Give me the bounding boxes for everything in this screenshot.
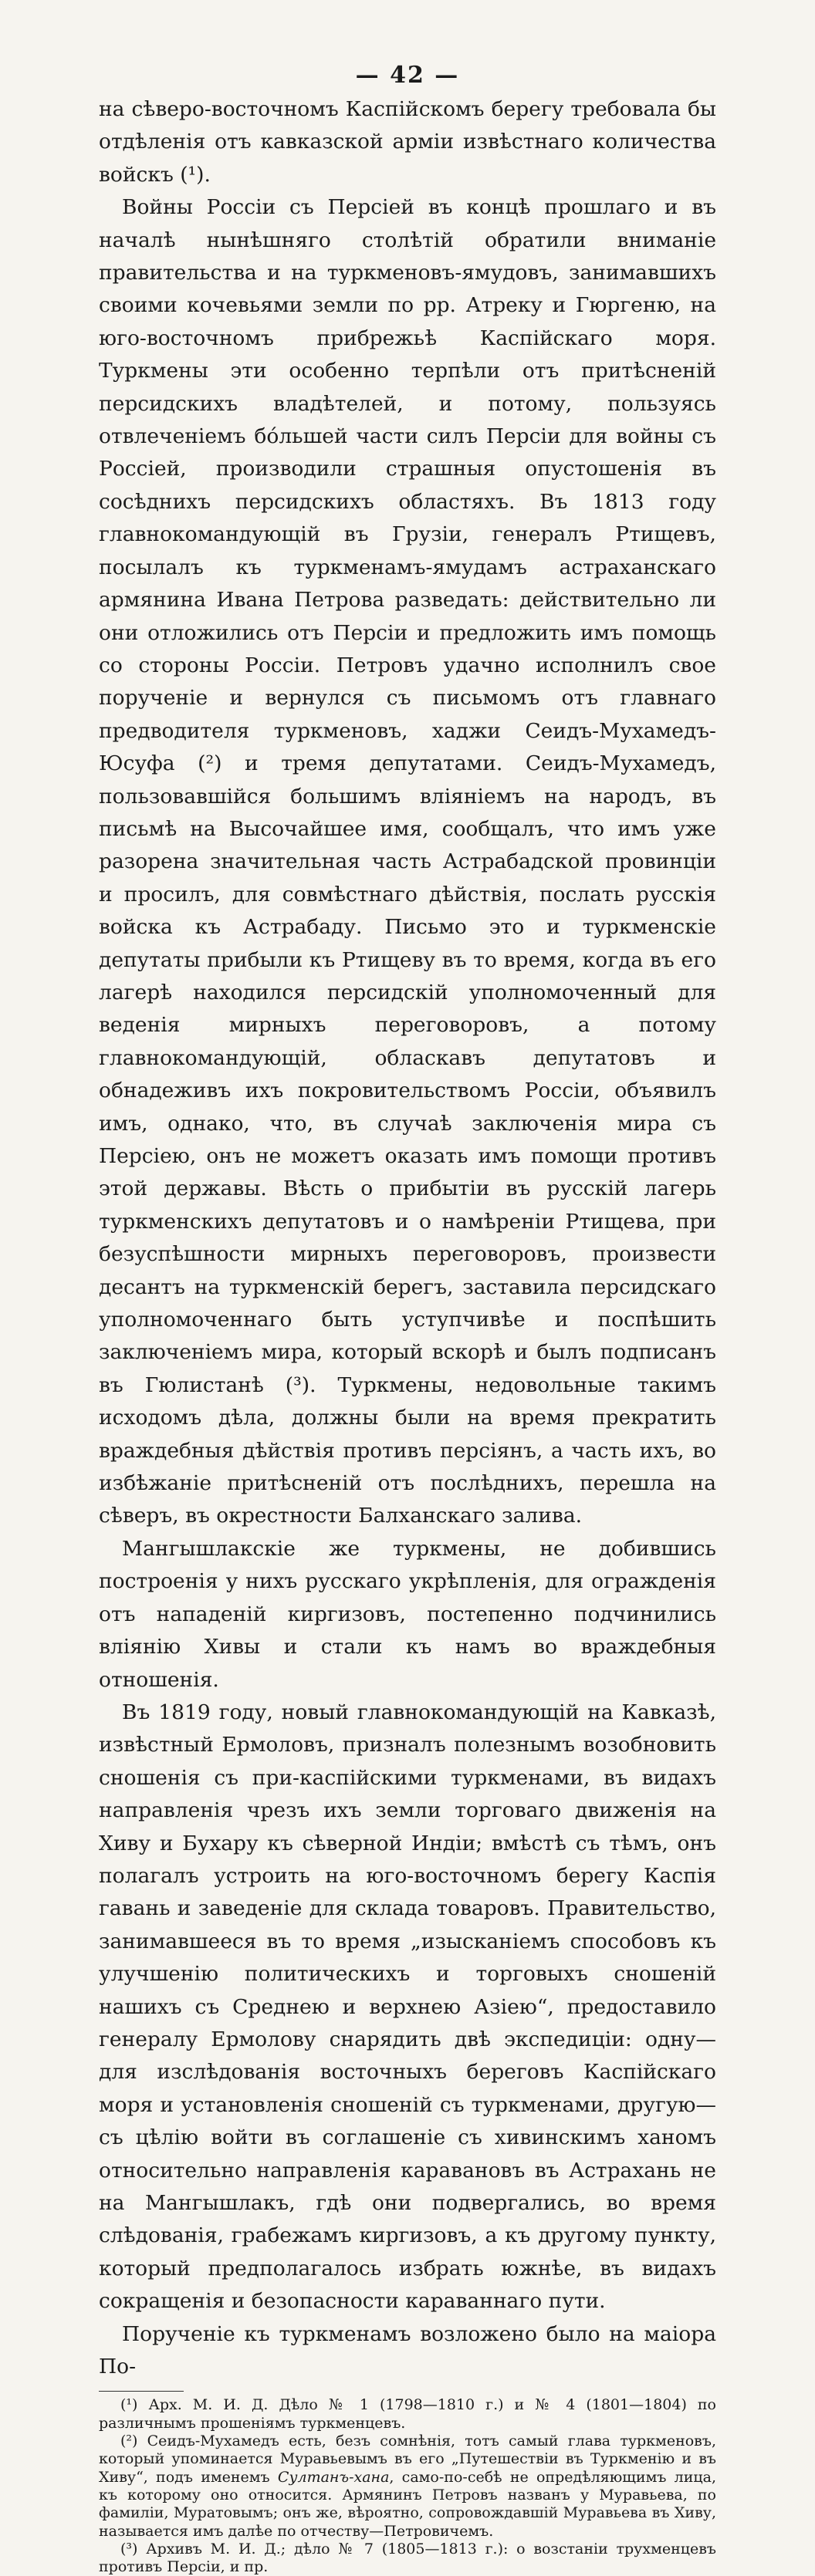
footnotes <box>99 2396 716 2576</box>
paragraph-2: Войны Россіи съ Персіей въ концѣ прошлаго и въ началѣ нынѣшняго столѣтій обратили вниманіе правительства и на туркменовъ-ямудовъ, занимавшихъ своими кочевьями земли по рр. Атреку и Гюргеню, на юго-восточномъ прибрежьѣ Каспійскаго моря. Туркмены эти особенно терпѣли отъ притѣсненій персидскихъ владѣтелей, и потому, пользуясь отвлеченіемъ бóльшей части силъ Персіи для войны съ Россіей, производили страшныя опустошенія въ сосѣднихъ персидскихъ областяхъ. Въ 1813 году главнокомандующій въ Грузіи, генералъ Ртищевъ, посылалъ къ туркменамъ-ямудамъ астраханскаго армянина Ивана Петрова разведать: действительно ли они отложились отъ Персіи и предложить имъ помощь со стороны Россіи. Петровъ удачно исполнилъ свое порученіе и вернулся съ письмомъ отъ главнаго предводителя туркменовъ, хаджи Сеидъ-Мухамедъ-Юсуфа (²) и тремя депутатами. Сеидъ-Мухамедъ, пользовавшійся большимъ вліяніемъ на народъ, въ письмѣ на Высочайшее имя, сообщалъ, что имъ уже разорена значительная часть Астрабадской провинціи и просилъ, для совмѣстнаго дѣйствія, послать русскія войска къ Астрабаду. Письмо это и туркменскіе депутаты прибыли къ Ртищеву въ то время, когда въ его лагерѣ находился персидскій уполномоченный для веденія мирныхъ переговоровъ, а потому главнокомандующій, обласкавъ депутатовъ и обнадеживъ ихъ покровительствомъ Россіи, объявилъ имъ, однако, что, въ случаѣ заключенія мира съ Персіею, онъ не можетъ оказать имъ помощи противъ этой державы. Вѣсть о прибытіи въ русскій лагерь туркменскихъ депутатовъ и о намѣреніи Ртищева, при безуспѣшности мирныхъ переговоровъ, произвести десантъ на туркменскій берегъ, заставила персидскаго уполномоченнаго быть уступчивѣе и поспѣшить заключеніемъ мира, который вскорѣ и былъ подписанъ въ Гюлистанѣ (³). Туркмены, недовольные такимъ исходомъ дѣла, должны были на время прекратить враждебныя дѣйствія противъ персіянъ, а часть ихъ, во избѣжаніе притѣсненій отъ послѣднихъ, перешла на сѣверъ, въ окрестности Балханскаго залива. <box>99 195 716 1528</box>
footnote-divider <box>99 2391 184 2392</box>
footnote-2 <box>99 2433 716 2541</box>
book-page <box>99 62 716 2576</box>
page-number: — 42 — <box>355 62 460 89</box>
paragraph-3: Мангышлакскіе же туркмены, не добившись построенія у нихъ русскаго укрѣпленія, для огражденія отъ нападеній киргизовъ, постепенно подчинились вліянію Хивы и стали къ намъ во враждебныя отношенія. <box>99 1536 716 1692</box>
footnote-1: (¹) Арх. М. И. Д. Дѣло № 1 (1798—1810 г.) и № 4 (1801—1804) по различнымъ прошеніямъ туркменцевъ. <box>99 2396 716 2432</box>
main-text <box>99 93 716 2383</box>
footnote-2-text-a: (²) Сеидъ-Мухамедъ есть, безъ сомнѣнія, тотъ самый глава туркменовъ, который упоминается Муравьевымъ въ его „Путешествіи въ Туркменію и въ Хиву“, подъ именемъ <box>99 2433 716 2486</box>
footnote-3: (³) Архивъ М. И. Д.; дѣло № 7 (1805—1813 г.): о возстаніи трухменцевъ противъ Персіи, и пр. <box>99 2540 716 2576</box>
footnote-2-italic-name: Султанъ-хана <box>277 2468 390 2486</box>
paragraph-1: на сѣверо-восточномъ Каспійскомъ берегу требовала бы отдѣленія отъ кавказской арміи извѣстнаго количества войскъ (¹). <box>99 97 716 187</box>
footnote-2-text-b: , само-по-себѣ не опредѣляющимъ лица, къ которому оно относится. Армянинъ Петровъ названъ у Муравьева, по фамиліи, Муратовымъ; онъ же, вѣроятно, сопровождавшій Муравьева въ Хиву, называется имъ далѣе по отчеству—Петровичемъ. <box>99 2468 717 2540</box>
paragraph-5: Порученіе къ туркменамъ возложено было на маіора По- <box>99 2321 716 2379</box>
paragraph-4: Въ 1819 году, новый главнокомандующій на Кавказѣ, извѣстный Ермоловъ, призналъ полезнымъ возобновить сношенія съ при-каспійскими туркменами, въ видахъ направленія чрезъ ихъ земли торговаго движенія на Хиву и Бухару къ сѣверной Индіи; вмѣстѣ съ тѣмъ, онъ полагалъ устроить на юго-восточномъ берегу Каспія гавань и заведеніе для склада товаровъ. Правительство, занимавшееся въ то время „изысканіемъ способовъ къ улучшенію политическихъ и торговыхъ сношеній нашихъ съ Среднею и верхнею Азіею“, предоставило генералу Ермолову снарядить двѣ экспедиціи: одну—для изслѣдованія восточныхъ береговъ Каспійскаго моря и установленія сношеній съ туркменами, другую—съ цѣлію войти въ соглашеніе съ хивинскимъ ханомъ относительно направленія каравановъ въ Астрахань не на Мангышлакъ, гдѣ они подвергались, во время слѣдованія, грабежамъ киргизовъ, а къ другому пункту, который предполагалось избрать южнѣе, въ видахъ сокращенія и безопасности караваннаго пути. <box>99 1700 716 2314</box>
